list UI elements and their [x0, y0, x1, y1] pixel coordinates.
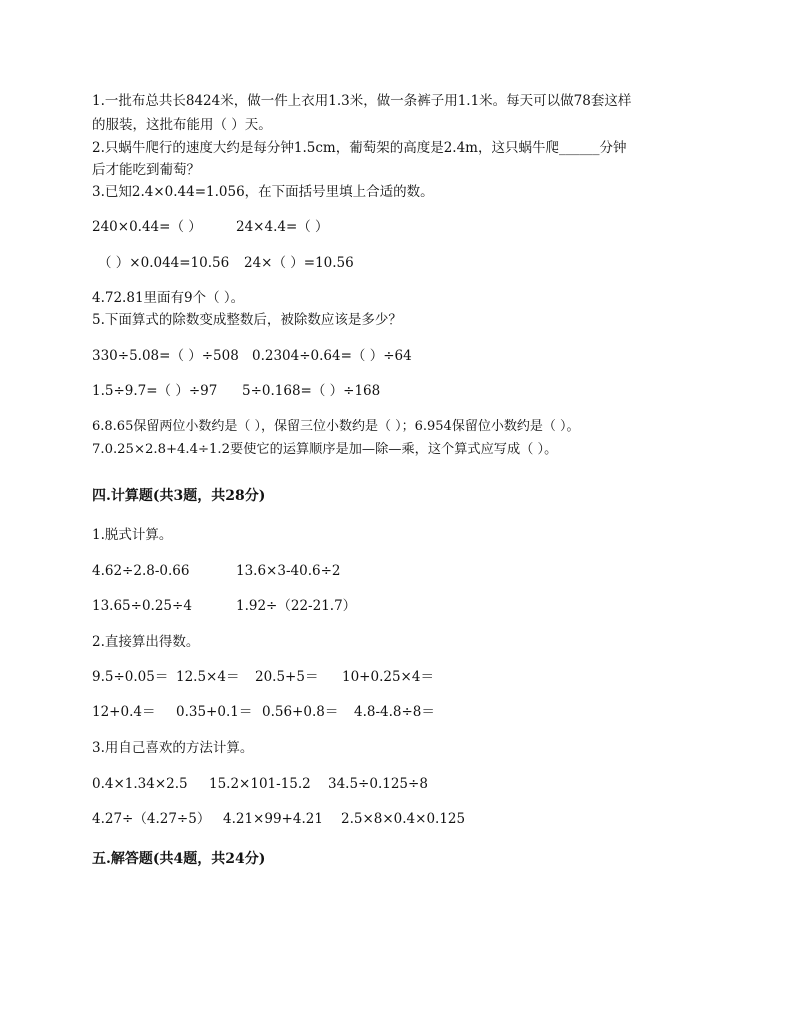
q2-line1: 2.只蜗牛爬行的速度大约是每分钟1.5cm，葡萄架的高度是2.4m，这只蜗牛爬______分钟: [92, 140, 627, 156]
s4-p1-expr: 4.62÷2.8-0.66: [92, 563, 190, 579]
s4-p2-expr: 4.8-4.8÷8＝: [354, 704, 435, 720]
s4-p1-title: 1.脱式计算。: [92, 527, 173, 543]
s4-p2-title: 2.直接算出得数。: [92, 634, 200, 650]
s4-p2-expr: 20.5+5＝: [255, 669, 319, 685]
s4-p3-expr: 15.2×101-15.2: [209, 776, 311, 792]
q1-line2: 的服装，这批布能用（ ）天。: [92, 117, 272, 133]
s4-p2-expr: 0.56+0.8＝: [262, 704, 339, 720]
q3-expr: 240×0.44=（ ）: [92, 219, 202, 235]
q3-expr: 24×（ ）=10.56: [244, 255, 354, 271]
s4-p3-expr: 4.27÷（4.27÷5）: [92, 811, 211, 827]
q5-expr: 0.2304÷0.64=（ ）÷64: [252, 348, 412, 364]
s4-p3-expr: 2.5×8×0.4×0.125: [341, 811, 466, 827]
s4-p3-expr: 0.4×1.34×2.5: [92, 776, 188, 792]
q7-prompt: 7.0.25×2.8+4.4÷1.2要使它的运算顺序是加—除—乘，这个算式应写成（ ）。: [92, 442, 558, 457]
q3-prompt: 3.已知2.4×0.44=1.056，在下面括号里填上合适的数。: [92, 184, 434, 200]
s4-p2-expr: 9.5÷0.05＝: [92, 669, 169, 685]
q2-line2: 后才能吃到葡萄？: [92, 162, 200, 178]
q5-expr: 1.5÷9.7=（ ）÷97: [92, 383, 218, 399]
s4-p1-expr: 1.92÷（22-21.7）: [236, 598, 357, 614]
s4-p3-expr: 4.21×99+4.21: [223, 811, 323, 827]
q5-expr: 5÷0.168=（ ）÷168: [242, 383, 381, 399]
s4-p2-expr: 10+0.25×4＝: [342, 669, 434, 685]
s4-p3-expr: 34.5÷0.125÷8: [328, 776, 428, 792]
s4-p1-expr: 13.65÷0.25÷4: [92, 598, 192, 614]
q3-expr: 24×4.4=（ ）: [236, 219, 329, 235]
s4-p3-title: 3.用自己喜欢的方法计算。: [92, 740, 254, 756]
q6-prompt: 6.8.65保留两位小数约是（ ），保留三位小数约是（ ）；6.954保留位小数约是（ ）。: [92, 419, 580, 434]
q1-line1: 1.一批布总共长8424米，做一件上衣用1.3米，做一条裤子用1.1米。每天可以做78套这样: [92, 93, 632, 109]
s4-p2-expr: 0.35+0.1＝: [176, 704, 253, 720]
s4-p1-expr: 13.6×3-40.6÷2: [236, 563, 341, 579]
section-5-title: 五.解答题(共4题，共24分): [92, 851, 266, 867]
q3-expr: （ ）×0.044=10.56: [98, 255, 230, 271]
q5-expr: 330÷5.08=（ ）÷508: [92, 348, 239, 364]
s4-p2-expr: 12.5×4＝: [176, 669, 240, 685]
q5-prompt: 5.下面算式的除数变成整数后，被除数应该是多少？: [92, 312, 402, 328]
s4-p2-expr: 12+0.4＝: [92, 704, 156, 720]
q4-prompt: 4.72.81里面有9个（ ）。: [92, 290, 245, 306]
section-4-title: 四.计算题(共3题，共28分): [92, 488, 266, 504]
